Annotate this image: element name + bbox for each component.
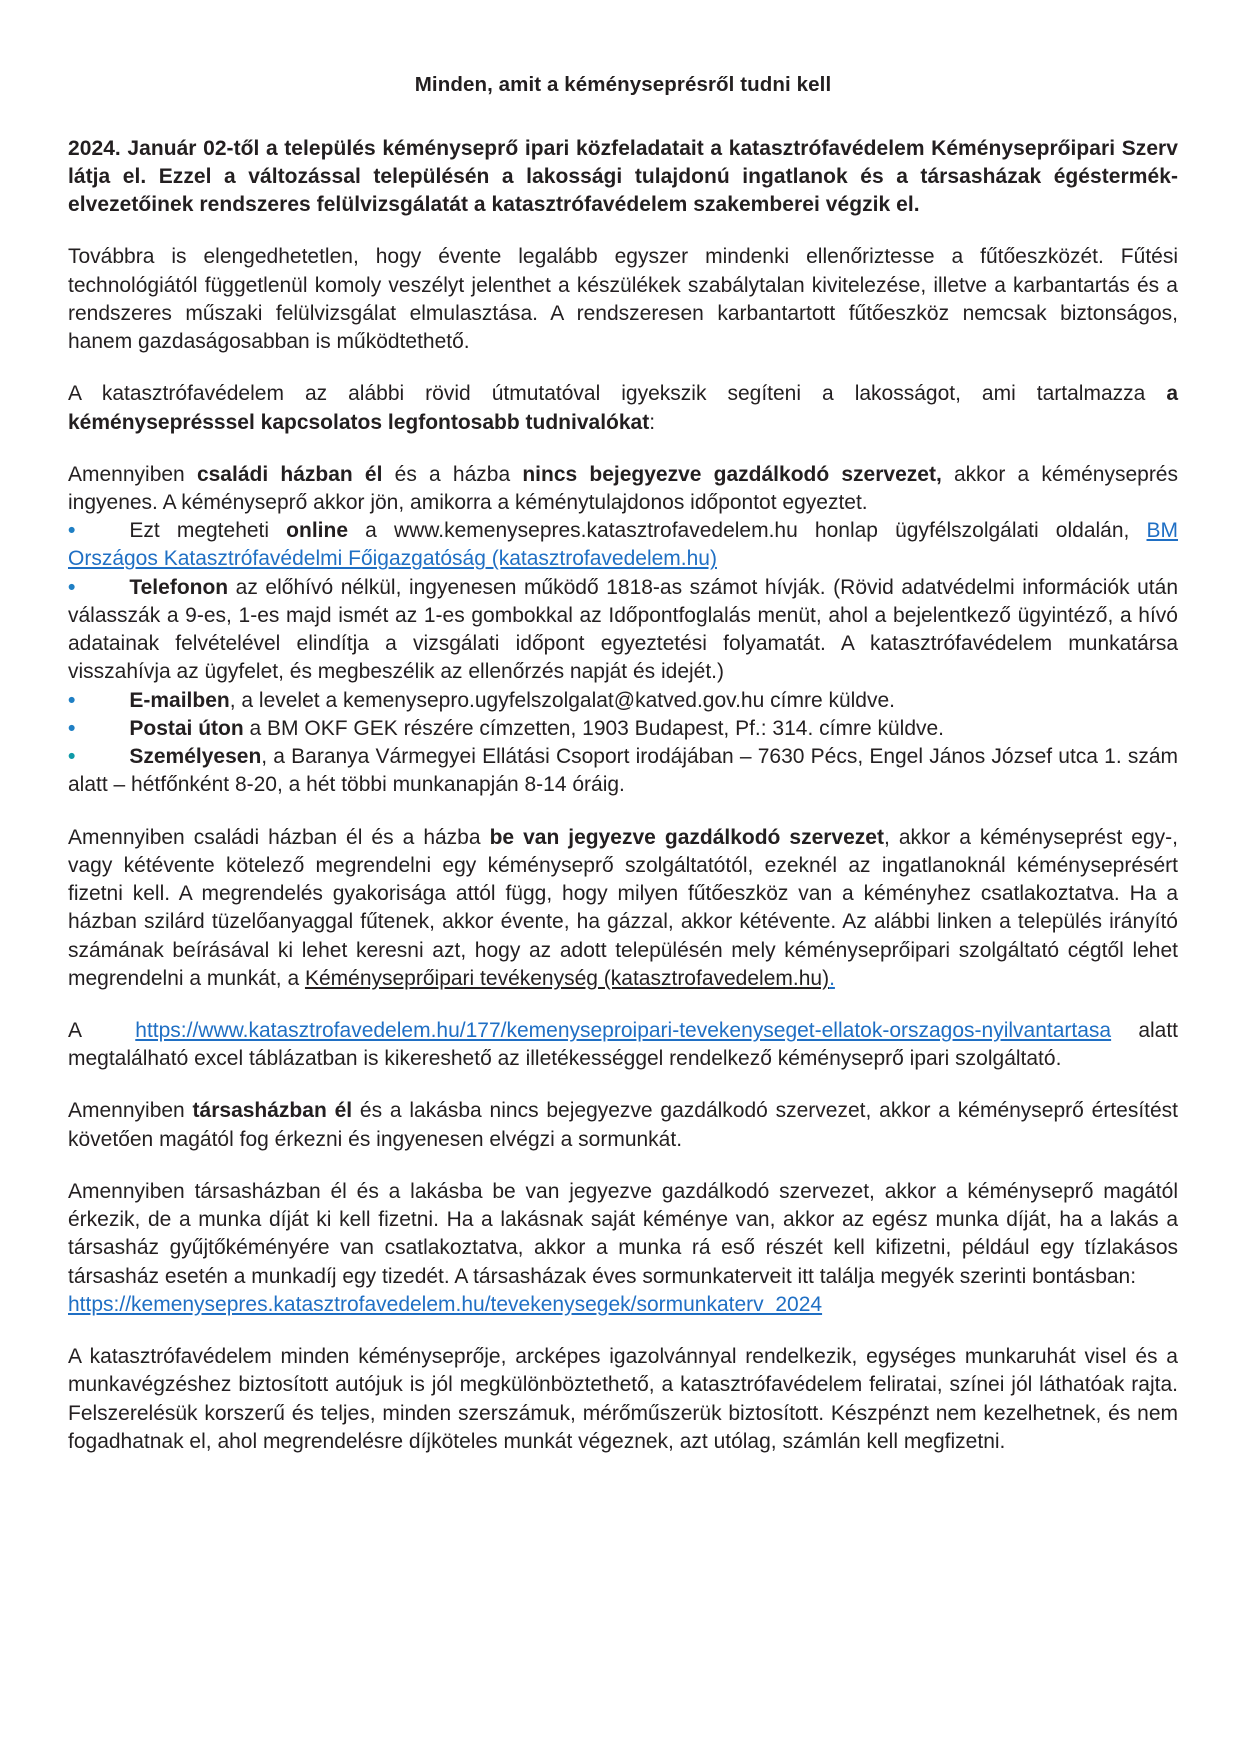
- szemelyesen-bold: Személyesen: [129, 745, 262, 769]
- online-middle: a www.kemenysepres.katasztrofavedelem.hu honlap ügyfélszolgálati oldalán,: [348, 519, 1147, 543]
- lead-paragraph: 2024. Január 02-től a település kéményseprő ipari közfeladatait a katasztrófavédelem Kéményseprőipari Szerv látja el. Ezzel a változással településén a lakossági tulajdonú ingatlanok és a társasházak égéstermék-elvezetőinek rendszeres felülvizsgálatát a katasztrófavédelem szakemberei végzik el.: [68, 136, 1178, 217]
- bejegyezve-suffix: .: [829, 966, 835, 990]
- bullet-marker-icon: •: [68, 688, 76, 712]
- paragraph-csaladi-hazban: [68, 461, 1178, 517]
- page-title: Minden, amit a kéményseprésről tudni kell: [414, 73, 832, 96]
- tarsashaz-nincs-suffix: és a lakásba nincs bejegyezve gazdálkodó szervezet, akkor a kéményseprő értesítést követően magától fog érkezni és ingyenesen elvégzi a sormunkát.: [68, 1099, 1179, 1151]
- link-bm-okf[interactable]: BM Országos Katasztrófavédelmi Főigazgatóság (katasztrofavedelem.hu): [68, 519, 1178, 571]
- paragraph-tarsashaz-van: [68, 1178, 1178, 1319]
- online-prefix: Ezt megteheti: [129, 519, 287, 543]
- nyilvantartas-prefix: A: [68, 1018, 109, 1042]
- bullet-item-telefonon: [68, 574, 1178, 687]
- nyilvantartas-suffix: alatt megtalálható excel táblázatban is kikereshető az illetékességgel rendelkező kéményseprő ipari szolgáltató.: [68, 1018, 1179, 1071]
- szemelyesen-text: , a Baranya Vármegyei Ellátási Csoport irodájában – 7630 Pécs, Engel János József utca 1. szám alatt – hétfőnként 8-20, a hét többi munkanapján 8-14 óráig.: [68, 745, 1178, 797]
- paragraph-bejegyezve: [68, 824, 1178, 993]
- csaladi-bold-2: nincs bejegyezve gazdálkodó szervezet,: [522, 462, 942, 486]
- link-sormunkaterv-2024[interactable]: https://kemenysepres.katasztrofavedelem.hu/tevekenysegek/sormunkaterv_2024: [68, 1292, 823, 1316]
- bullet-item-postai: [68, 715, 1178, 743]
- bullet-marker-icon: •: [68, 716, 76, 740]
- bullet-marker-icon: •: [68, 745, 76, 769]
- paragraph-utmutato: [68, 380, 1178, 436]
- bullet-marker-icon: •: [68, 575, 76, 599]
- bejegyezve-middle: , akkor a kéményseprést egy-, vagy kétévente kötelező megrendelni egy kéményseprő szolgáltatótól, ezeknél az ingatlanoknál kéményseprésért fizetni kell. A megrendelés gyakorisága attól függ, hogy milyen fűtőeszköz van a kéményhez csatlakoztatva. Ha a házban szilárd tüzelőanyaggal fűtenek, akkor évente, ha gázzal, akkor kétévente. Az alábbi linken a település irányító számának beírásával ki lehet keresni azt, hogy az adott településén mely kéményseprőipari szolgáltató cégtől lehet megrendelni a munkát, a: [68, 825, 1178, 990]
- tarsashaz-nincs-bold: társasházban él: [192, 1099, 353, 1123]
- email-text: , a levelet a kemenysepro.ugyfelszolgalat@katved.gov.hu címre küldve.: [229, 688, 895, 712]
- online-bold: online: [286, 519, 349, 543]
- bullet-item-email: [68, 687, 1178, 715]
- utmutato-bold: a kéményseprésssel kapcsolatos legfontosabb tudnivalókat: [68, 382, 1178, 434]
- csaladi-bold-1: családi házban él: [196, 462, 383, 486]
- bejegyezve-bold: be van jegyezve gazdálkodó szervezet: [489, 825, 884, 849]
- paragraph-tarsashaz-nincs: [68, 1097, 1178, 1153]
- csaladi-suffix: akkor a kéményseprés ingyenes. A kéményseprő akkor jön, amikorra a kéménytulajdonos időpontot egyeztet.: [68, 462, 1178, 514]
- bullet-item-online: [68, 517, 1178, 573]
- tarsashaz-nincs-prefix: Amennyiben: [68, 1099, 193, 1123]
- email-bold: E-mailben: [129, 688, 230, 712]
- paragraph-zaro: A katasztrófavédelem minden kéményseprője, arcképes igazolvánnyal rendelkezik, egységes munkaruhát visel és a munkavégzéshez biztosított autójuk is jól megkülönböztethető, a katasztrófavédelem feliratai, színei jól láthatóak rajta. Felszerelésük korszerű és teljes, minden szerszámuk, mérőműszerük biztosított. Készpénzt nem kezelhetnek, és nem fogadhatnak el, ahol megrendelésre díjköteles munkát végeznek, azt utólag, számlán kell megfizetni.: [68, 1345, 1178, 1453]
- csaladi-prefix: Amennyiben: [68, 462, 197, 486]
- bejegyezve-prefix: Amennyiben családi házban él és a házba: [68, 825, 490, 849]
- link-orszagos-nyilvantartas[interactable]: https://www.katasztrofavedelem.hu/177/kemenyseproipari-tevekenyseget-ellatok-orszagos-nyilvantartasa: [135, 1018, 1112, 1042]
- tarsashaz-van-text: Amennyiben társasházban él és a lakásba be van jegyezve gazdálkodó szervezet, akkor a kéményseprő magától érkezik, de a munka díját ki kell fizetni. Ha a lakásnak saját kéménye van, akkor az egész munka díját, ha a lakás a társasház gyűjtőkéményére van csatlakoztatva, akkor a munka rá eső részét kell kifizetni, például egy tízlakásos társasház esetén a munkadíj egy tizedét. A társasházak éves sormunkaterveit itt találja megyék szerinti bontásban:: [68, 1179, 1178, 1288]
- paragraph-tovabbra: Továbbra is elengedhetetlen, hogy évente legalább egyszer mindenki ellenőriztesse a fűtőeszközét. Fűtési technológiától függetlenül komoly veszélyt jelenthet a készülékek szabálytalan kivitelezése, illetve a karbantartás és a rendszeres műszaki felülvizsgálat elmulasztása. A rendszeresen karbantartott fűtőeszköz nemcsak biztonságos, hanem gazdaságosabban is működtethető.: [68, 245, 1178, 354]
- postai-text: a BM OKF GEK részére címzetten, 1903 Budapest, Pf.: 314. címre küldve.: [243, 716, 945, 740]
- utmutato-suffix: :: [649, 410, 656, 434]
- paragraph-nyilvantartas: [68, 1017, 1178, 1073]
- postai-bold: Postai úton: [129, 716, 244, 740]
- bullet-item-szemelyesen: [68, 743, 1178, 799]
- link-kemenyseproipari-tevekenyseg[interactable]: Kéményseprőipari tevékenység (katasztrofavedelem.hu): [304, 966, 830, 990]
- bullet-marker-icon: •: [68, 519, 76, 543]
- utmutato-prefix: A katasztrófavédelem az alábbi rövid útmutatóval igyekszik segíteni a lakosságot, ami tartalmazza: [68, 382, 1167, 406]
- csaladi-middle: és a házba: [382, 462, 523, 486]
- telefonon-bold: Telefonon: [129, 575, 229, 599]
- telefonon-text: az előhívó nélkül, ingyenesen működő 1818-as számot hívják. (Rövid adatvédelmi információk után válasszák a 9-es, 1-es majd ismét az 1-es gombokkal az Időpontfoglalás menüt, ahol a bejelentkező ügyintéző, a hívó adatainak felvételével elindítja a vizsgálati időpont egyeztetési folyamatát. A katasztrófavédelem munkatársa visszahívja az ügyfelet, és megbeszélik az ellenőrzés napját és idejét.): [68, 575, 1178, 684]
